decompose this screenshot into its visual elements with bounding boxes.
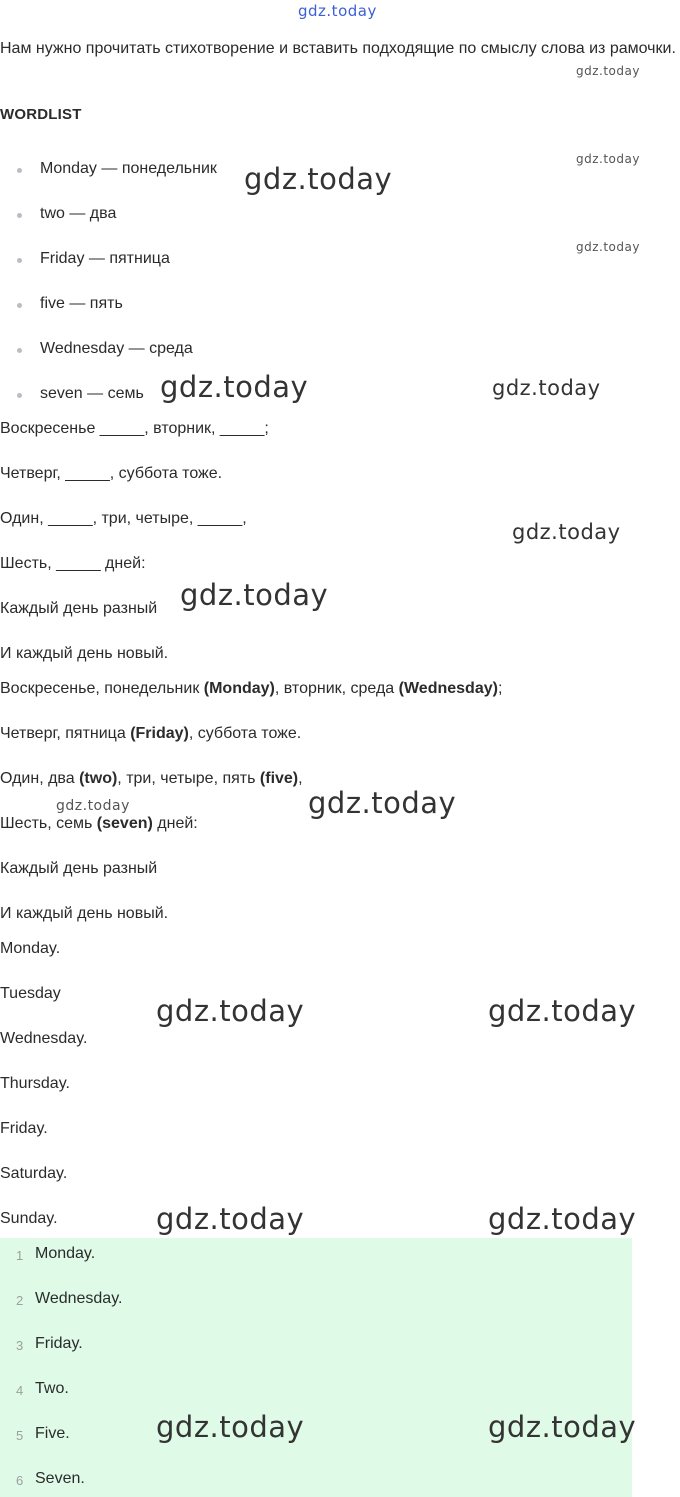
answer-text: , вторник, среда <box>274 680 399 697</box>
day-item: Wednesday. <box>0 1030 88 1047</box>
poem-line: Каждый день разный <box>0 600 158 617</box>
wordlist-item: two — два <box>40 205 117 222</box>
poem-answer-line <box>0 725 301 743</box>
answer-number: 5 <box>16 1428 24 1443</box>
answer-text: Шесть, семь <box>0 815 97 832</box>
day-item: Sunday. <box>0 1210 58 1227</box>
answers-box <box>0 1238 632 1497</box>
answer-number: 3 <box>16 1338 24 1353</box>
day-item: Saturday. <box>0 1165 68 1182</box>
answer-word: (Friday) <box>130 725 189 742</box>
answer-word: (Wednesday) <box>398 680 498 697</box>
answer-word: (seven) <box>96 815 153 832</box>
day-item: Thursday. <box>0 1075 70 1092</box>
watermark-top: gdz.today <box>298 2 377 20</box>
wordlist-item: seven — семь <box>40 385 144 402</box>
bullet-icon <box>17 168 22 173</box>
poem-answer-line <box>0 770 303 788</box>
bullet-icon <box>17 348 22 353</box>
poem-line: Шесть, _____ дней: <box>0 555 146 572</box>
watermark: gdz.today <box>576 152 640 166</box>
watermark: gdz.today <box>512 520 621 544</box>
intro-text: Нам нужно прочитать стихотворение и вставить подходящие по смыслу слова из рамочки. <box>0 40 676 57</box>
watermark: gdz.today <box>488 1202 637 1236</box>
answer-text: , суббота тоже. <box>188 725 302 742</box>
answer-text: ; <box>497 680 503 697</box>
poem-answer-line <box>0 815 198 833</box>
bullet-icon <box>17 303 22 308</box>
poem-line: Воскресенье _____, вторник, _____; <box>0 420 269 437</box>
day-item: Monday. <box>0 940 61 957</box>
poem-answer-line: И каждый день новый. <box>0 905 169 922</box>
poem-line: Один, _____, три, четыре, _____, <box>0 510 247 527</box>
answer-word: (five) <box>259 770 299 787</box>
watermark: gdz.today <box>576 64 640 78</box>
answer-word: (Monday) <box>203 680 275 697</box>
watermark: gdz.today <box>56 798 130 814</box>
answer-number: 4 <box>16 1383 24 1398</box>
watermark: gdz.today <box>156 1202 305 1236</box>
answer-item: Friday. <box>35 1335 83 1352</box>
poem-line: Четверг, _____, суббота тоже. <box>0 465 223 482</box>
day-item: Friday. <box>0 1120 48 1137</box>
watermark: gdz.today <box>156 1410 305 1444</box>
answer-text: , три, четыре, пять <box>117 770 260 787</box>
answer-item: Monday. <box>35 1245 96 1262</box>
answer-number: 6 <box>16 1473 24 1488</box>
bullet-icon <box>17 258 22 263</box>
answer-text: Воскресенье, понедельник <box>0 680 204 697</box>
watermark: gdz.today <box>244 162 393 196</box>
watermark: gdz.today <box>488 1410 637 1444</box>
bullet-icon <box>17 213 22 218</box>
answer-item: Five. <box>35 1425 70 1442</box>
watermark: gdz.today <box>160 370 309 404</box>
answer-item: Wednesday. <box>35 1290 123 1307</box>
answer-text: дней: <box>152 815 198 832</box>
wordlist-item: Wednesday — среда <box>40 340 193 357</box>
wordlist-item: Monday — понедельник <box>40 160 217 177</box>
watermark: gdz.today <box>576 240 640 254</box>
bullet-icon <box>17 393 22 398</box>
poem-answer-line <box>0 680 502 698</box>
wordlist-heading: WORDLIST <box>0 106 82 123</box>
watermark: gdz.today <box>156 994 305 1028</box>
watermark: gdz.today <box>308 786 457 820</box>
watermark: gdz.today <box>492 376 601 400</box>
poem-line: И каждый день новый. <box>0 645 169 662</box>
answer-item: Two. <box>35 1380 69 1397</box>
answer-number: 1 <box>16 1248 24 1263</box>
day-item: Tuesday <box>0 985 61 1002</box>
answer-text: , <box>298 770 303 787</box>
wordlist-item: Friday — пятница <box>40 250 170 267</box>
answer-text: Четверг, пятница <box>0 725 131 742</box>
answer-word: (two) <box>79 770 118 787</box>
answer-number: 2 <box>16 1293 24 1308</box>
poem-answer-line: Каждый день разный <box>0 860 158 877</box>
answer-item: Seven. <box>35 1470 85 1487</box>
watermark: gdz.today <box>488 994 637 1028</box>
wordlist-item: five — пять <box>40 295 123 312</box>
answer-text: Один, два <box>0 770 80 787</box>
watermark: gdz.today <box>180 578 329 612</box>
